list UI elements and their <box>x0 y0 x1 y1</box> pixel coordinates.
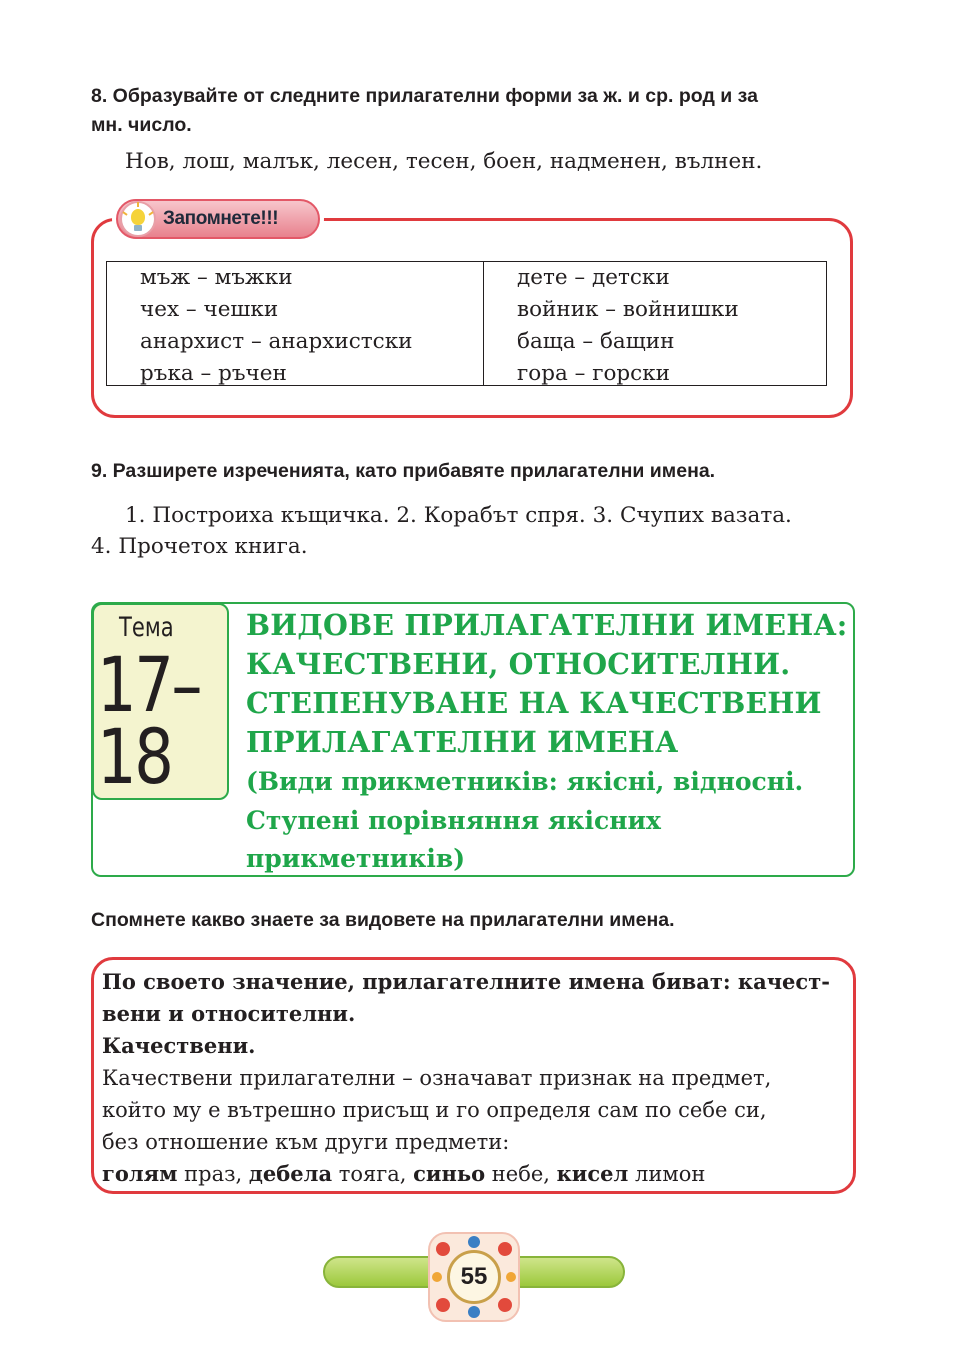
example-noun: небе, <box>485 1162 557 1186</box>
pairs-left-column <box>140 262 412 390</box>
pair-item: гора – горски <box>517 361 670 386</box>
remember-badge <box>112 195 324 243</box>
example-noun: лимон <box>628 1162 706 1186</box>
topic-subtitle-line: Ступені порівняння якісних <box>246 805 661 835</box>
page-number: 55 <box>460 1263 488 1290</box>
rule-line-6: без отношение към други предмети: <box>102 1130 510 1154</box>
topic-number-box <box>92 603 229 800</box>
table-divider <box>483 262 484 385</box>
example-adjective: голям <box>102 1161 178 1186</box>
topic-number-line-1: 17– <box>97 640 201 729</box>
pair-item: чех – чешки <box>140 297 279 322</box>
pair-item: анархист – анархистски <box>140 329 413 354</box>
pairs-right-column <box>517 262 739 390</box>
topic-title-line: ПРИЛАГАТЕЛНИ ИМЕНА <box>246 725 679 759</box>
topic-word: Тема <box>119 612 174 643</box>
pair-item: баща – бащин <box>517 329 675 354</box>
pair-item: ръка – ръчен <box>140 361 287 386</box>
task-8-words: Нов, лош, малък, лесен, тесен, боен, надменен, вълнен. <box>125 149 763 174</box>
pair-item: мъж – мъжки <box>140 265 293 290</box>
topic-title <box>246 606 856 762</box>
rule-line-4: Качествени прилагателни – означават признак на предмет, <box>102 1066 772 1090</box>
task-8-heading-line-1: 8. Образувайте от следните прилагателни форми за ж. и ср. род и за <box>91 85 758 107</box>
example-noun: тояга, <box>332 1162 414 1186</box>
topic-subtitle-line: (Види прикметників: якісні, відносні. <box>246 767 804 796</box>
topic-subtitle-line: прикметників) <box>246 844 466 873</box>
example-adjective: синьо <box>413 1161 486 1186</box>
task-9-heading: 9. Разширете изреченията, като прибавяте прилагателни имена. <box>91 460 716 482</box>
rule-line-2: вени и относителни. <box>102 1001 356 1026</box>
task-8-heading-line-2: мн. число. <box>91 114 192 136</box>
word-pairs-table <box>106 261 827 386</box>
task-9-line-1: 1. Построиха къщичка. 2. Корабът спря. 3. Счупих вазата. <box>125 503 792 528</box>
rule-text <box>102 966 850 1190</box>
rule-line-1: По своето значение, прилагателните имена биват: качест- <box>102 969 830 994</box>
topic-number-line-2: 18 <box>97 712 172 801</box>
pair-item: дете – детски <box>517 265 670 290</box>
topic-title-line: КАЧЕСТВЕНИ, ОТНОСИТЕЛНИ. <box>246 647 791 681</box>
rule-line-5: който му е вътрешно присъщ и го определя сам по себе си, <box>102 1098 767 1122</box>
rule-example <box>102 1158 850 1190</box>
topic-title-line: СТЕПЕНУВАНЕ НА КАЧЕСТВЕНИ <box>246 686 822 720</box>
remember-label: Запомнете!!! <box>163 208 279 229</box>
recall-heading: Спомнете какво знаете за видовете на прилагателни имена. <box>91 909 675 931</box>
topic-subtitle <box>246 763 856 879</box>
example-adjective: дебела <box>248 1161 333 1186</box>
task-8-heading <box>91 82 866 140</box>
topic-title-line: ВИДОВЕ ПРИЛАГАТЕЛНИ ИМЕНА: <box>246 608 848 642</box>
task-9-line-2: 4. Прочетох книга. <box>91 534 308 559</box>
pair-item: войник – войнишки <box>517 297 739 322</box>
rule-line-3: Качествени. <box>102 1033 256 1058</box>
lightbulb-icon <box>120 201 156 237</box>
example-noun: праз, <box>177 1162 249 1186</box>
example-adjective: кисел <box>556 1161 629 1186</box>
